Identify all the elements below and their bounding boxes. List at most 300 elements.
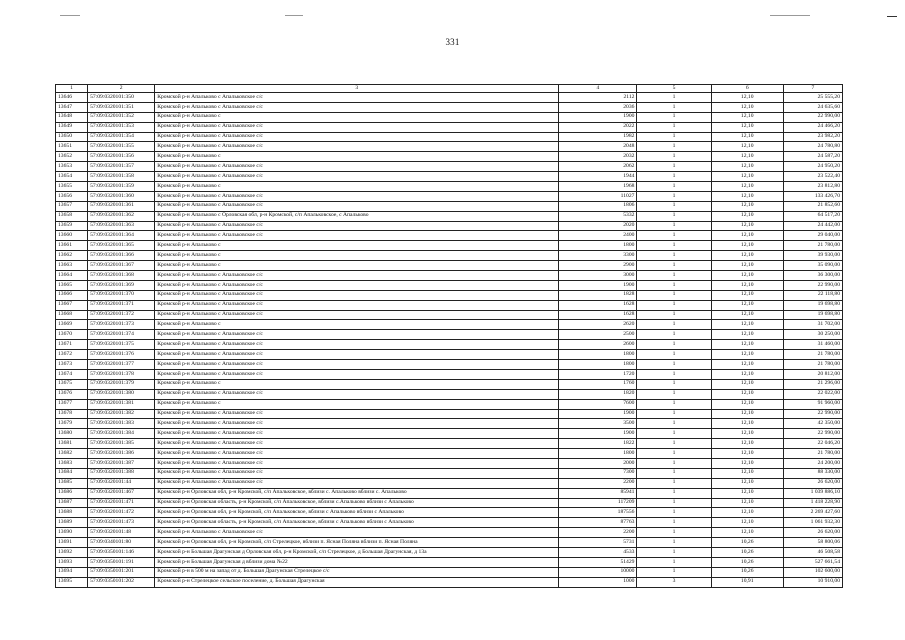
area-cell: 1000 [559,577,637,587]
cadastral-value-cell: 35 090,00 [783,261,842,271]
table-row [56,360,843,370]
table-row [56,399,843,409]
cadastral-value-cell: 10 910,00 [783,577,842,587]
area-cell: 7600 [559,399,637,409]
quantity-cell: 1 [637,231,711,241]
cadastral-value-cell: 22 990,00 [783,429,842,439]
cadastral-number-cell: 57:09:0320101:357 [88,162,155,172]
rate-cell: 12,10 [711,261,783,271]
row-number-cell: 13694 [56,567,88,577]
rate-cell: 12,10 [711,300,783,310]
table-row [56,102,843,112]
area-cell: 1900 [559,280,637,290]
cadastral-value-cell: 20 812,00 [783,369,842,379]
address-cell: Кромской р-н Апальково с [155,241,559,251]
table-row [56,409,843,419]
address-cell: Кромской р-н Апальково с [155,112,559,122]
quantity-cell: 1 [637,399,711,409]
table-row [56,330,843,340]
cadastral-number-cell: 57:09:0320101:385 [88,439,155,449]
address-cell: Кромской р-н Стрелецкое сельское поселение, д. Большая Драгунская [155,577,559,587]
rate-cell: 12,10 [711,182,783,192]
cadastral-number-cell: 57:09:0320101:48 [88,528,155,538]
cadastral-number-cell: 57:09:0320101:351 [88,102,155,112]
rate-cell: 12,10 [711,122,783,132]
cadastral-value-cell: 1 039 886,10 [783,488,842,498]
cadastral-value-cell: 22 990,00 [783,112,842,122]
cadastral-value-cell: 24 635,60 [783,102,842,112]
rate-cell: 12,10 [711,251,783,261]
rate-cell: 12,10 [711,162,783,172]
row-number-cell: 13695 [56,577,88,587]
quantity-cell: 1 [637,369,711,379]
cadastral-value-cell: 2 269 427,60 [783,508,842,518]
address-cell: Кромской р-н Апальково с Апальковское с/с [155,172,559,182]
row-number-cell: 13688 [56,508,88,518]
quantity-cell: 1 [637,528,711,538]
quantity-cell: 1 [637,409,711,419]
rate-cell: 12,10 [711,409,783,419]
quantity-cell: 1 [637,449,711,459]
table-row [56,468,843,478]
row-number-cell: 13655 [56,182,88,192]
table-row [56,458,843,468]
area-cell: 3300 [559,251,637,261]
cadastral-number-cell: 57:09:0320101:363 [88,221,155,231]
rate-cell: 12,10 [711,389,783,399]
cadastral-value-cell: 19 698,80 [783,310,842,320]
quantity-cell: 1 [637,211,711,221]
cadastral-value-cell: 24 466,20 [783,122,842,132]
quantity-cell: 1 [637,280,711,290]
address-cell: Кромской р-н Апальково с [155,379,559,389]
table-row [56,231,843,241]
table-row [56,449,843,459]
cadastral-number-cell: 57:09:0320101:370 [88,290,155,300]
address-cell: Кромской р-н Апальково с [155,261,559,271]
table-body [56,93,843,588]
cadastral-number-cell: 57:09:0320101:352 [88,112,155,122]
cadastral-number-cell: 57:09:0320101:358 [88,172,155,182]
rate-cell: 12,10 [711,221,783,231]
area-cell: 2620 [559,320,637,330]
area-cell: 1900 [559,429,637,439]
address-cell: Кромской р-н Апальково с Апальковское с/с [155,350,559,360]
cadastral-number-cell: 57:09:0320101:360 [88,191,155,201]
rate-cell: 12,10 [711,518,783,528]
scan-corner-mark [887,16,897,17]
area-cell: 1982 [559,132,637,142]
area-cell: 2112 [559,93,637,103]
area-cell: 2200 [559,528,637,538]
cadastral-value-cell: 21 296,00 [783,379,842,389]
quantity-cell: 1 [637,547,711,557]
cadastral-number-cell: 57:09:0320101:365 [88,241,155,251]
rate-cell: 12,10 [711,369,783,379]
row-number-cell: 13673 [56,360,88,370]
area-cell: 4533 [559,547,637,557]
area-cell: 2500 [559,330,637,340]
cadastral-number-cell: 57:09:0320101:378 [88,369,155,379]
rate-cell: 12,10 [711,93,783,103]
row-number-cell: 13668 [56,310,88,320]
quantity-cell: 1 [637,518,711,528]
quantity-cell: 1 [637,112,711,122]
cadastral-number-cell: 57:09:0320101:467 [88,488,155,498]
table-row [56,261,843,271]
area-cell: 1806 [559,201,637,211]
row-number-cell: 13659 [56,221,88,231]
area-cell: 1800 [559,449,637,459]
table-row [56,478,843,488]
rate-cell: 12,10 [711,201,783,211]
row-number-cell: 13650 [56,132,88,142]
row-number-cell: 13689 [56,518,88,528]
table-row [56,528,843,538]
quantity-cell: 1 [637,360,711,370]
cadastral-number-cell: 57:09:0320101:356 [88,152,155,162]
cadastral-value-cell: 24 780,80 [783,142,842,152]
rate-cell: 12,10 [711,340,783,350]
cadastral-value-cell: 39 930,00 [783,251,842,261]
table-row [56,221,843,231]
quantity-cell: 1 [637,320,711,330]
area-cell: 2048 [559,142,637,152]
cadastral-number-cell: 57:09:0320101:377 [88,360,155,370]
row-number-cell: 13665 [56,280,88,290]
rate-cell: 12,10 [711,132,783,142]
quantity-cell: 1 [637,132,711,142]
area-cell: 2062 [559,162,637,172]
rate-cell: 12,10 [711,211,783,221]
quantity-cell: 1 [637,330,711,340]
address-cell: Кромской р-н Орловская область, р-н Кромской, с/п Апальковское, вблизи с.Апальково вблизи с Апальково [155,498,559,508]
address-cell: Кромской р-н Апальково с [155,182,559,192]
address-cell: Кромской р-н Апальково с Апальковское с/с [155,528,559,538]
row-number-cell: 13682 [56,449,88,459]
address-cell: Кромской р-н Апальково с Апальковское с/с [155,389,559,399]
rate-cell: 12,10 [711,439,783,449]
table-row [56,132,843,142]
column-header: 6 [711,85,783,93]
rate-cell: 10,91 [711,577,783,587]
cadastral-number-cell: 57:09:0350101:201 [88,567,155,577]
address-cell: Кромской р-н Апальково с Апальковское с/с [155,300,559,310]
cadastral-value-cell: 36 300,00 [783,271,842,281]
quantity-cell: 1 [637,350,711,360]
address-cell: Кромской р-н Большая Драгунская д вблизи дома №22 [155,557,559,567]
row-number-cell: 13651 [56,142,88,152]
cadastral-value-cell: 24 200,00 [783,458,842,468]
cadastral-number-cell: 57:09:0320101:382 [88,409,155,419]
row-number-cell: 13677 [56,399,88,409]
rate-cell: 12,10 [711,290,783,300]
address-cell: Кромской р-н Апальково с Апальковское с/с [155,419,559,429]
quantity-cell: 1 [637,122,711,132]
cadastral-value-cell: 26 620,00 [783,528,842,538]
address-cell: Кромской р-н Апальково с Апальковское с/с [155,310,559,320]
cadastral-number-cell: 57:09:0320101:359 [88,182,155,192]
quantity-cell: 3 [637,577,711,587]
rate-cell: 12,10 [711,379,783,389]
area-cell: 1800 [559,350,637,360]
row-number-cell: 13680 [56,429,88,439]
address-cell: Кромской р-н Апальково с Апальковское с/с [155,458,559,468]
address-cell: Кромской р-н Апальково с Апальковское с/с [155,271,559,281]
rate-cell: 10,26 [711,557,783,567]
row-number-cell: 13672 [56,350,88,360]
row-number-cell: 13653 [56,162,88,172]
area-cell: 1800 [559,360,637,370]
cadastral-number-cell: 57:09:0320101:374 [88,330,155,340]
column-header: 2 [88,85,155,93]
cadastral-value-cell: 30 250,00 [783,330,842,340]
row-number-cell: 13660 [56,231,88,241]
row-number-cell: 13678 [56,409,88,419]
quantity-cell: 1 [637,300,711,310]
cadastral-number-cell: 57:09:0320101:376 [88,350,155,360]
cadastral-number-cell: 57:09:0320101:386 [88,449,155,459]
area-cell: 2900 [559,261,637,271]
address-cell: Кромской р-н Апальково с Апальковское с/с [155,439,559,449]
area-cell: 187556 [559,508,637,518]
quantity-cell: 1 [637,162,711,172]
row-number-cell: 13684 [56,468,88,478]
row-number-cell: 13679 [56,419,88,429]
quantity-cell: 1 [637,340,711,350]
cadastral-number-cell: 57:09:0320101:364 [88,231,155,241]
row-number-cell: 13654 [56,172,88,182]
table-row [56,498,843,508]
area-cell: 2200 [559,478,637,488]
rate-cell: 12,10 [711,419,783,429]
address-cell: Кромской р-н Апальково с Апальковское с/с [155,93,559,103]
row-number-cell: 13687 [56,498,88,508]
area-cell: 7300 [559,468,637,478]
cadastral-value-cell: 58 800,06 [783,538,842,548]
quantity-cell: 1 [637,379,711,389]
cadastral-number-cell: 57:09:0320101:361 [88,201,155,211]
cadastral-value-cell: 23 982,20 [783,132,842,142]
area-cell: 1760 [559,379,637,389]
table-row [56,538,843,548]
cadastral-value-cell: 24 442,00 [783,221,842,231]
quantity-cell: 1 [637,102,711,112]
table-row [56,280,843,290]
row-number-cell: 13676 [56,389,88,399]
table-row [56,547,843,557]
quantity-cell: 1 [637,93,711,103]
rate-cell: 12,10 [711,429,783,439]
cadastral-value-cell: 24 950,20 [783,162,842,172]
row-number-cell: 13674 [56,369,88,379]
rate-cell: 12,10 [711,310,783,320]
quantity-cell: 1 [637,498,711,508]
rate-cell: 12,10 [711,508,783,518]
address-cell: Кромской р-н Апальково с Апальковское с/с [155,142,559,152]
row-number-cell: 13661 [56,241,88,251]
row-number-cell: 13646 [56,93,88,103]
rate-cell: 12,10 [711,488,783,498]
area-cell: 1822 [559,439,637,449]
table-row [56,142,843,152]
row-number-cell: 13656 [56,191,88,201]
quantity-cell: 1 [637,271,711,281]
cadastral-value-cell: 19 698,80 [783,300,842,310]
cadastral-value-cell: 22 022,00 [783,389,842,399]
cadastral-value-cell: 46 508,58 [783,547,842,557]
row-number-cell: 13692 [56,547,88,557]
table-row [56,557,843,567]
area-cell: 85941 [559,488,637,498]
cadastral-value-cell: 42 350,00 [783,419,842,429]
rate-cell: 12,10 [711,241,783,251]
cadastral-value-cell: 31 460,00 [783,340,842,350]
quantity-cell: 1 [637,290,711,300]
area-cell: 2032 [559,152,637,162]
cadastral-value-table [55,84,843,588]
rate-cell: 12,10 [711,449,783,459]
cadastral-number-cell: 57:09:0320101:383 [88,419,155,429]
row-number-cell: 13691 [56,538,88,548]
scan-artifact [770,15,810,16]
cadastral-value-cell: 1 061 932,30 [783,518,842,528]
area-cell: 11027 [559,191,637,201]
cadastral-value-cell: 1 418 228,90 [783,498,842,508]
cadastral-value-cell: 31 702,00 [783,320,842,330]
scan-artifact [285,15,303,16]
quantity-cell: 1 [637,142,711,152]
address-cell: Кромской р-н Апальково с [155,251,559,261]
cadastral-value-cell: 21 780,00 [783,449,842,459]
quantity-cell: 1 [637,458,711,468]
area-cell: 2000 [559,458,637,468]
address-cell: Кромской р-н Орловская обл, р-н Кромской, с/п Стрелецкое, вблизи п. Ясная Поляна вблизи п. Ясная Поляна [155,538,559,548]
table-row [56,369,843,379]
address-cell: Кромской р-н Апальково с Апальковское с/с [155,429,559,439]
table-row [56,389,843,399]
cadastral-value-cell: 29 040,00 [783,231,842,241]
rate-cell: 12,10 [711,399,783,409]
address-cell: Кромской р-н Апальково с Апальковское с/с [155,221,559,231]
area-cell: 1628 [559,300,637,310]
cadastral-value-cell: 22 046,20 [783,439,842,449]
quantity-cell: 1 [637,538,711,548]
rate-cell: 12,10 [711,191,783,201]
quantity-cell: 1 [637,182,711,192]
cadastral-number-cell: 57:09:0320101:388 [88,468,155,478]
quantity-cell: 1 [637,241,711,251]
quantity-cell: 1 [637,557,711,567]
table-row [56,201,843,211]
address-cell: Кромской р-н Орловская обл, р-н Кромской, с/п Апальковское, вблизи с. Апальково вблизи с. Апальково [155,488,559,498]
address-cell: Кромской р-н Апальково с Апальковское с/с [155,162,559,172]
address-cell: Кромской р-н Апальково с Апальковское с/с [155,340,559,350]
rate-cell: 12,10 [711,280,783,290]
cadastral-number-cell: 57:09:0320101:371 [88,300,155,310]
page-number: 331 [445,37,460,47]
area-cell: 1900 [559,112,637,122]
area-cell: 2400 [559,231,637,241]
quantity-cell: 1 [637,567,711,577]
area-cell: 5731 [559,538,637,548]
row-number-cell: 13652 [56,152,88,162]
address-cell: Кромской р-н Апальково с Апальковское с/с [155,290,559,300]
address-cell: Кромской р-н Апальково с Апальковское с/с [155,201,559,211]
cadastral-value-cell: 21 780,00 [783,350,842,360]
cadastral-value-cell: 24 587,20 [783,152,842,162]
cadastral-number-cell: 57:09:0320101:373 [88,320,155,330]
cadastral-number-cell: 57:09:0320101:380 [88,389,155,399]
row-number-cell: 13648 [56,112,88,122]
quantity-cell: 1 [637,419,711,429]
rate-cell: 12,10 [711,498,783,508]
address-cell: Кромской р-н Апальково с [155,399,559,409]
area-cell: 117209 [559,498,637,508]
table-row [56,508,843,518]
cadastral-value-cell: 22 990,00 [783,409,842,419]
address-cell: Кромской р-н Орловская область, р-н Кромской, с/п Апальковское, вблизи с Апальково вблизи с Апальково [155,518,559,528]
cadastral-value-cell: 23 522,40 [783,172,842,182]
quantity-cell: 1 [637,221,711,231]
area-cell: 3000 [559,271,637,281]
area-cell: 1968 [559,182,637,192]
table-row [56,191,843,201]
table-row [56,152,843,162]
quantity-cell: 1 [637,152,711,162]
cadastral-number-cell: 57:09:0320101:369 [88,280,155,290]
cadastral-number-cell: 57:09:0350101:191 [88,557,155,567]
cadastral-number-cell: 57:09:0320101:44 [88,478,155,488]
row-number-cell: 13675 [56,379,88,389]
row-number-cell: 13662 [56,251,88,261]
area-cell: 10000 [559,567,637,577]
area-cell: 1828 [559,290,637,300]
rate-cell: 12,10 [711,468,783,478]
table-row [56,162,843,172]
quantity-cell: 1 [637,191,711,201]
column-header: 7 [783,85,842,93]
quantity-cell: 1 [637,389,711,399]
table-row [56,182,843,192]
rate-cell: 12,10 [711,142,783,152]
quantity-cell: 1 [637,508,711,518]
rate-cell: 12,10 [711,360,783,370]
area-cell: 3500 [559,419,637,429]
rate-cell: 12,10 [711,330,783,340]
cadastral-number-cell: 57:09:0320101:353 [88,122,155,132]
area-cell: 2022 [559,122,637,132]
cadastral-value-cell: 133 426,70 [783,191,842,201]
cadastral-number-cell: 57:09:0320101:471 [88,498,155,508]
row-number-cell: 13670 [56,330,88,340]
address-cell: Кромской р-н Апальково с [155,152,559,162]
row-number-cell: 13693 [56,557,88,567]
table-row [56,211,843,221]
cadastral-number-cell: 57:09:0320101:379 [88,379,155,389]
address-cell: Кромской р-н Апальково с Апальковское с/с [155,102,559,112]
row-number-cell: 13685 [56,478,88,488]
address-cell: Кромской р-н Апальково с Апальковское с/с [155,449,559,459]
area-cell: 87763 [559,518,637,528]
table-row [56,488,843,498]
row-number-cell: 13649 [56,122,88,132]
area-cell: 1800 [559,241,637,251]
cadastral-number-cell: 57:09:0320101:368 [88,271,155,281]
cadastral-value-cell: 22 990,00 [783,280,842,290]
address-cell: Кромской р-н Апальково с Апальковское с/с [155,191,559,201]
cadastral-number-cell: 57:09:0340101:80 [88,538,155,548]
